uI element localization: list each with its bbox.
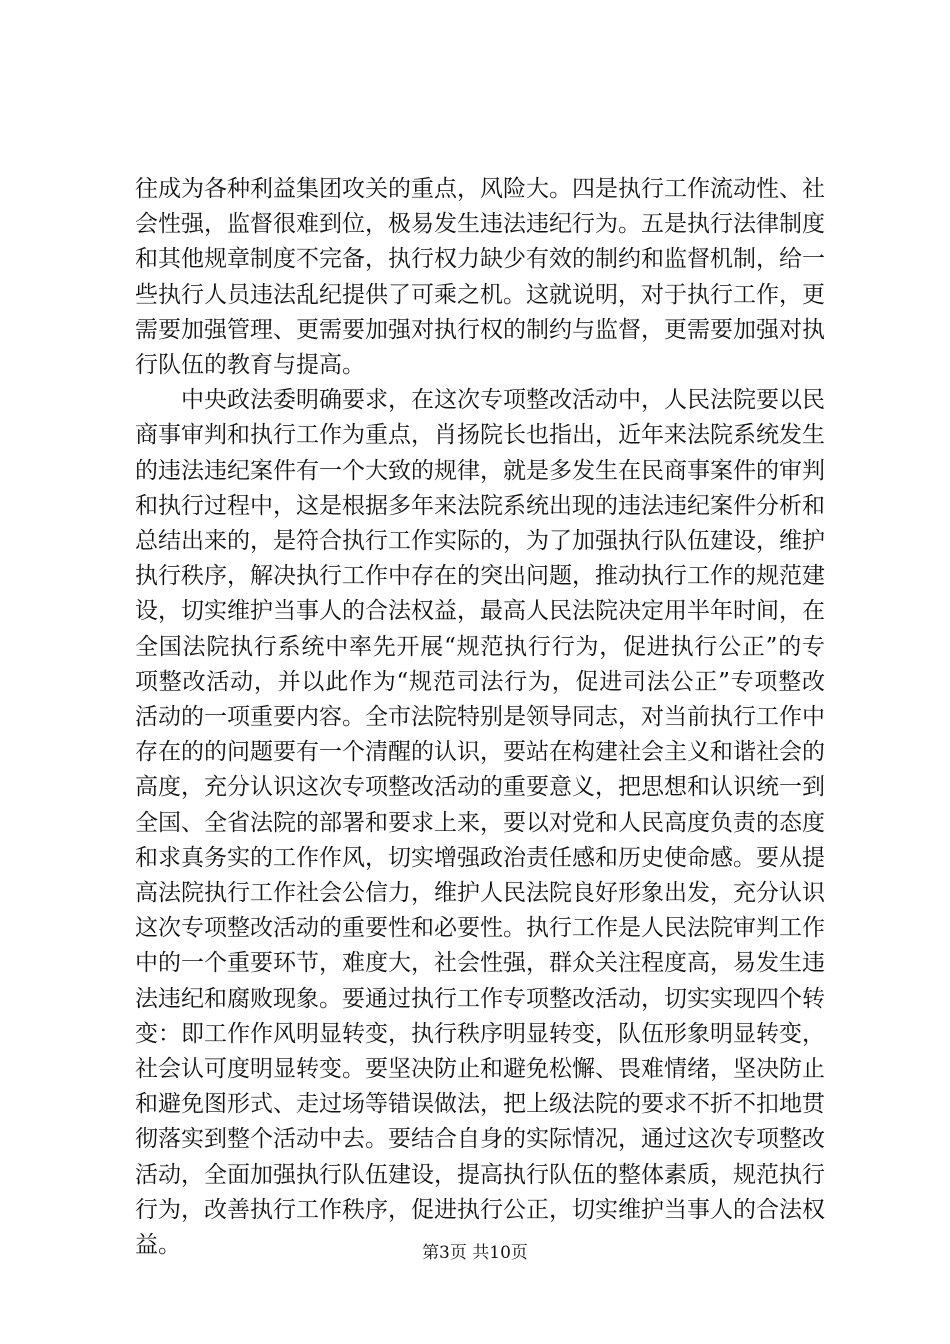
- page-number-footer: 第3页 共10页: [422, 1243, 528, 1263]
- paragraph-2: 中央政法委明确要求，在这次专项整改活动中，人民法院要以民商事审判和执行工作为重点，肖扬院长也指出，近年来法院系统发生的违法违纪案件有一个大致的规律，就是多发生在民商事案件的审判和执行过程中，这是根据多年来法院系统出现的违法违纪案件分析和总结出来的，是符合执行工作实际的，为了加强执行队伍建设，维护执行秩序，解决执行工作中存在的突出问题，推动执行工作的规范建设，切实维护当事人的合法权益，最高人民法院决定用半年时间，在全国法院执行系统中率先开展“规范执行行为，促进执行公正”的专项整改活动，并以此作为“规范司法行为，促进司法公正”专项整改活动的一项重要内容。全市法院特别是领导同志，对当前执行工作中存在的的问题要有一个清醒的认识，要站在构建社会主义和谐社会的高度，充分认识这次专项整改活动的重要意义，把思想和认识统一到全国、全省法院的部署和要求上来，要以对党和人民高度负责的态度和求真务实的工作作风，切实增强政治责任感和历史使命感。要从提高法院执行工作社会公信力，维护人民法院良好形象出发，充分认识这次专项整改活动的重要性和必要性。执行工作是人民法院审判工作中的一个重要环节，难度大，社会性强，群众关注程度高，易发生违法违纪和腐败现象。要通过执行工作专项整改活动，切实实现四个转变：即工作作风明显转变，执行秩序明显转变，队伍形象明显转变，社会认可度明显转变。要坚决防止和避免松懈、畏难情绪，坚决防止和避免图形式、走过场等错误做法，把上级法院的要求不折不扣地贯彻落实到整个活动中去。要结合自身的实际情况，通过这次专项整改活动，全面加强执行队伍建设，提高执行队伍的整体素质，规范执行行为，改善执行工作秩序，促进执行公正，切实维护当事人的合法权益。: [135, 387, 825, 1259]
- paragraph-1: 往成为各种利益集团攻关的重点，风险大。四是执行工作流动性、社会性强，监督很难到位，极易发生违法违纪行为。五是执行法律制度和其他规章制度不完备，执行权力缺少有效的制约和监督机制，给一些执行人员违法乱纪提供了可乘之机。这就说明，对于执行工作，更需要加强管理、更需要加强对执行权的制约与监督，更需要加强对执行队伍的教育与提高。: [135, 176, 825, 379]
- document-body: [135, 172, 825, 1263]
